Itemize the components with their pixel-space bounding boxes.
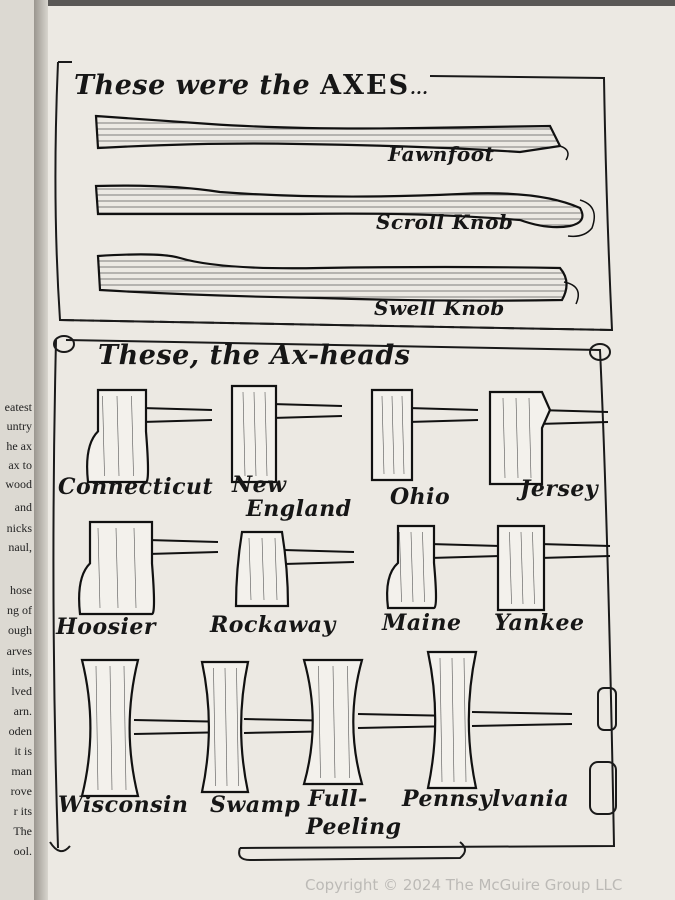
left-page-text-line: man — [11, 764, 32, 778]
ax-head-icon — [428, 652, 572, 788]
left-page-text-line: ng of — [7, 603, 32, 617]
head-label-full-peeling-line1: Full- — [308, 786, 368, 812]
left-page-text-line: lved — [11, 684, 32, 698]
left-page-text-line: he ax — [6, 439, 32, 453]
head-label-full-peeling-line2: Peeling — [306, 814, 402, 840]
head-label-new-england-line2: England — [246, 496, 352, 522]
ax-head-icon — [236, 532, 354, 606]
handle-label-scroll-knob: Scroll Knob — [376, 210, 514, 234]
ax-heads-group — [79, 386, 610, 796]
left-page-text-line: ool. — [13, 844, 32, 858]
head-label-yankee: Yankee — [494, 610, 585, 636]
left-page-text-line: rove — [10, 784, 32, 798]
head-label-ohio: Ohio — [390, 484, 451, 510]
left-page-text-line: naul, — [8, 540, 32, 554]
axes-heading-prefix: These were the — [74, 70, 311, 101]
head-label-maine: Maine — [382, 610, 462, 636]
head-label-rockaway: Rockaway — [210, 612, 336, 638]
head-label-swamp: Swamp — [210, 792, 301, 818]
left-page-text-line: r its — [13, 804, 32, 818]
copyright-watermark: Copyright © 2024 The McGuire Group LLC — [305, 876, 623, 894]
axes-heading-suffix: ... — [410, 79, 429, 98]
left-page-text-line: eatest — [4, 400, 32, 414]
ax-head-icon — [232, 386, 342, 482]
head-label-connecticut: Connecticut — [58, 474, 214, 500]
left-page-text-line: wood — [5, 477, 32, 491]
left-page-text-line: ints, — [11, 664, 32, 678]
left-page-text-line: hose — [10, 583, 32, 597]
handle-label-swell-knob: Swell Knob — [374, 296, 505, 320]
head-label-jersey: Jersey — [520, 476, 599, 502]
handle-label-fawnfoot: Fawnfoot — [388, 142, 495, 166]
left-page-text-line: untry — [6, 419, 32, 433]
axes-heading — [74, 70, 428, 101]
left-page-text-line: arn. — [13, 704, 32, 718]
left-page-text-line: The — [13, 824, 32, 838]
ax-head-icon — [498, 526, 610, 610]
left-page-text-line: ax to — [8, 458, 32, 472]
ax-head-icon — [387, 526, 500, 608]
left-page-text-line: it is — [14, 744, 32, 758]
scroll-knob-handle-icon — [96, 186, 594, 237]
axheads-heading: These, the Ax-heads — [98, 340, 411, 371]
swell-knob-handle-icon — [98, 254, 578, 304]
head-label-wisconsin: Wisconsin — [58, 792, 189, 818]
left-page-text-line: and — [14, 500, 32, 514]
left-page-text-line: oden — [8, 724, 32, 738]
left-page-text-line: arves — [6, 644, 32, 658]
ax-head-icon — [79, 522, 218, 614]
fawnfoot-handle-icon — [96, 116, 568, 160]
ax-head-icon — [372, 390, 478, 480]
left-page-text-line: ough — [8, 623, 32, 637]
ax-head-icon — [490, 392, 608, 484]
ax-head-icon — [87, 390, 212, 482]
head-label-hoosier: Hoosier — [56, 614, 156, 640]
head-label-pennsylvania: Pennsylvania — [402, 786, 570, 812]
left-page-text-line: nicks — [6, 521, 32, 535]
axes-heading-strong: AXES — [320, 70, 411, 101]
head-label-new-england-line1: New — [232, 472, 287, 498]
